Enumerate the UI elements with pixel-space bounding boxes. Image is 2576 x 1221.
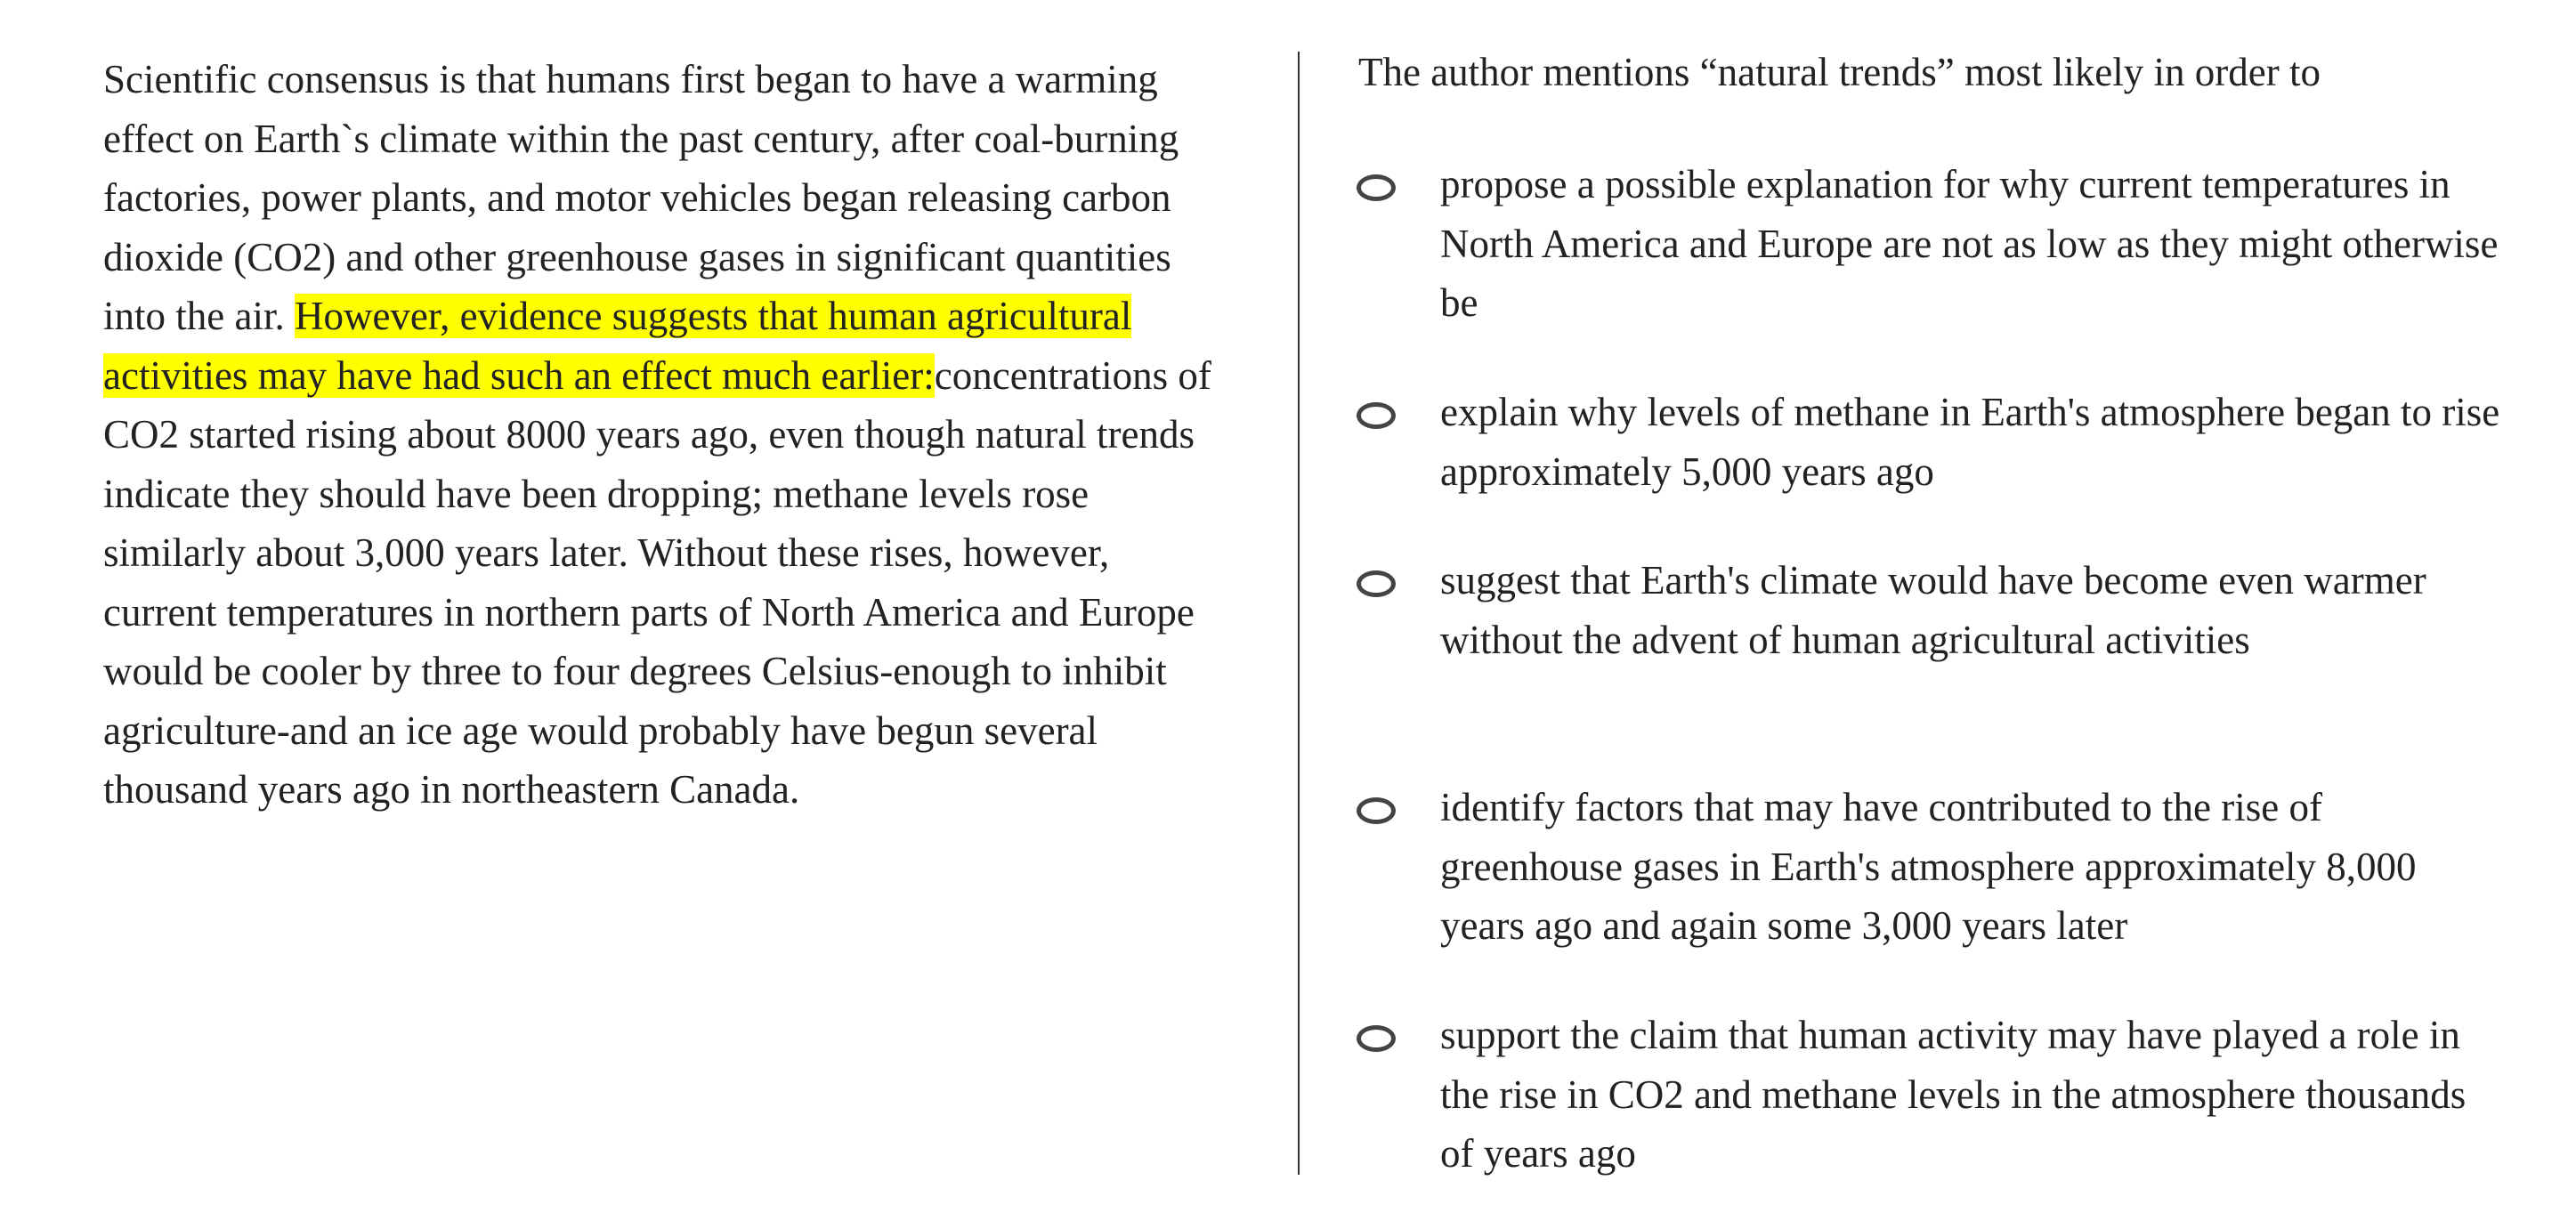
radio-button-a[interactable] [1357, 174, 1396, 201]
passage-text-after: concentrations of CO2 started rising about 8000 years ago, even though natural trends indicate they should have been dropping; methane levels rose similarly about 3,000 years later. Without these rises, however, current temperatures in northern parts of North America and Europe would be cooler by three to four degrees Celsius-enough to inhibit agriculture-and an ice age would probably have begun several thousand years ago in northeastern Canada. [103, 352, 1211, 812]
radio-button-c[interactable] [1357, 570, 1396, 597]
radio-button-b[interactable] [1357, 402, 1396, 429]
answer-choice-c-label: suggest that Earth's climate would have become even warmer without the advent of human agricultural activities [1440, 558, 2426, 662]
radio-button-e[interactable] [1357, 1025, 1396, 1052]
question-prompt: The author mentions “natural trends” most likely in order to [1358, 50, 2321, 94]
answer-choices [1357, 0, 2549, 1221]
answer-choice-e-label: support the claim that human activity may have played a role in the rise in CO2 and methane levels in the atmosphere thousands of years ago [1440, 1013, 2467, 1176]
passage-highlighted-text: However, evidence suggests that human agricultural activities may have had such an effect much earlier: [103, 294, 1132, 398]
column-divider [1298, 52, 1300, 1175]
answer-choice-d-label: identify factors that may have contributed to the rise of greenhouse gases in Earth's atmosphere approximately 8,000 years ago and again some 3,000 years later [1440, 785, 2417, 948]
answer-choice-a-label: propose a possible explanation for why current temperatures in North America and Europe are not as low as they might otherwise be [1440, 162, 2499, 325]
passage-text-before: Scientific consensus is that humans first began to have a warming effect on Earth`s climate within the past century, after coal-burning factories, power plants, and motor vehicles began releasing carbon dioxide (CO2) and other greenhouse gases in significant quantities into the air. [103, 57, 1179, 338]
answer-choice-b-label: explain why levels of methane in Earth's atmosphere began to rise approximately 5,000 years ago [1440, 390, 2500, 494]
radio-button-d[interactable] [1357, 797, 1396, 824]
reading-passage [103, 50, 1225, 820]
